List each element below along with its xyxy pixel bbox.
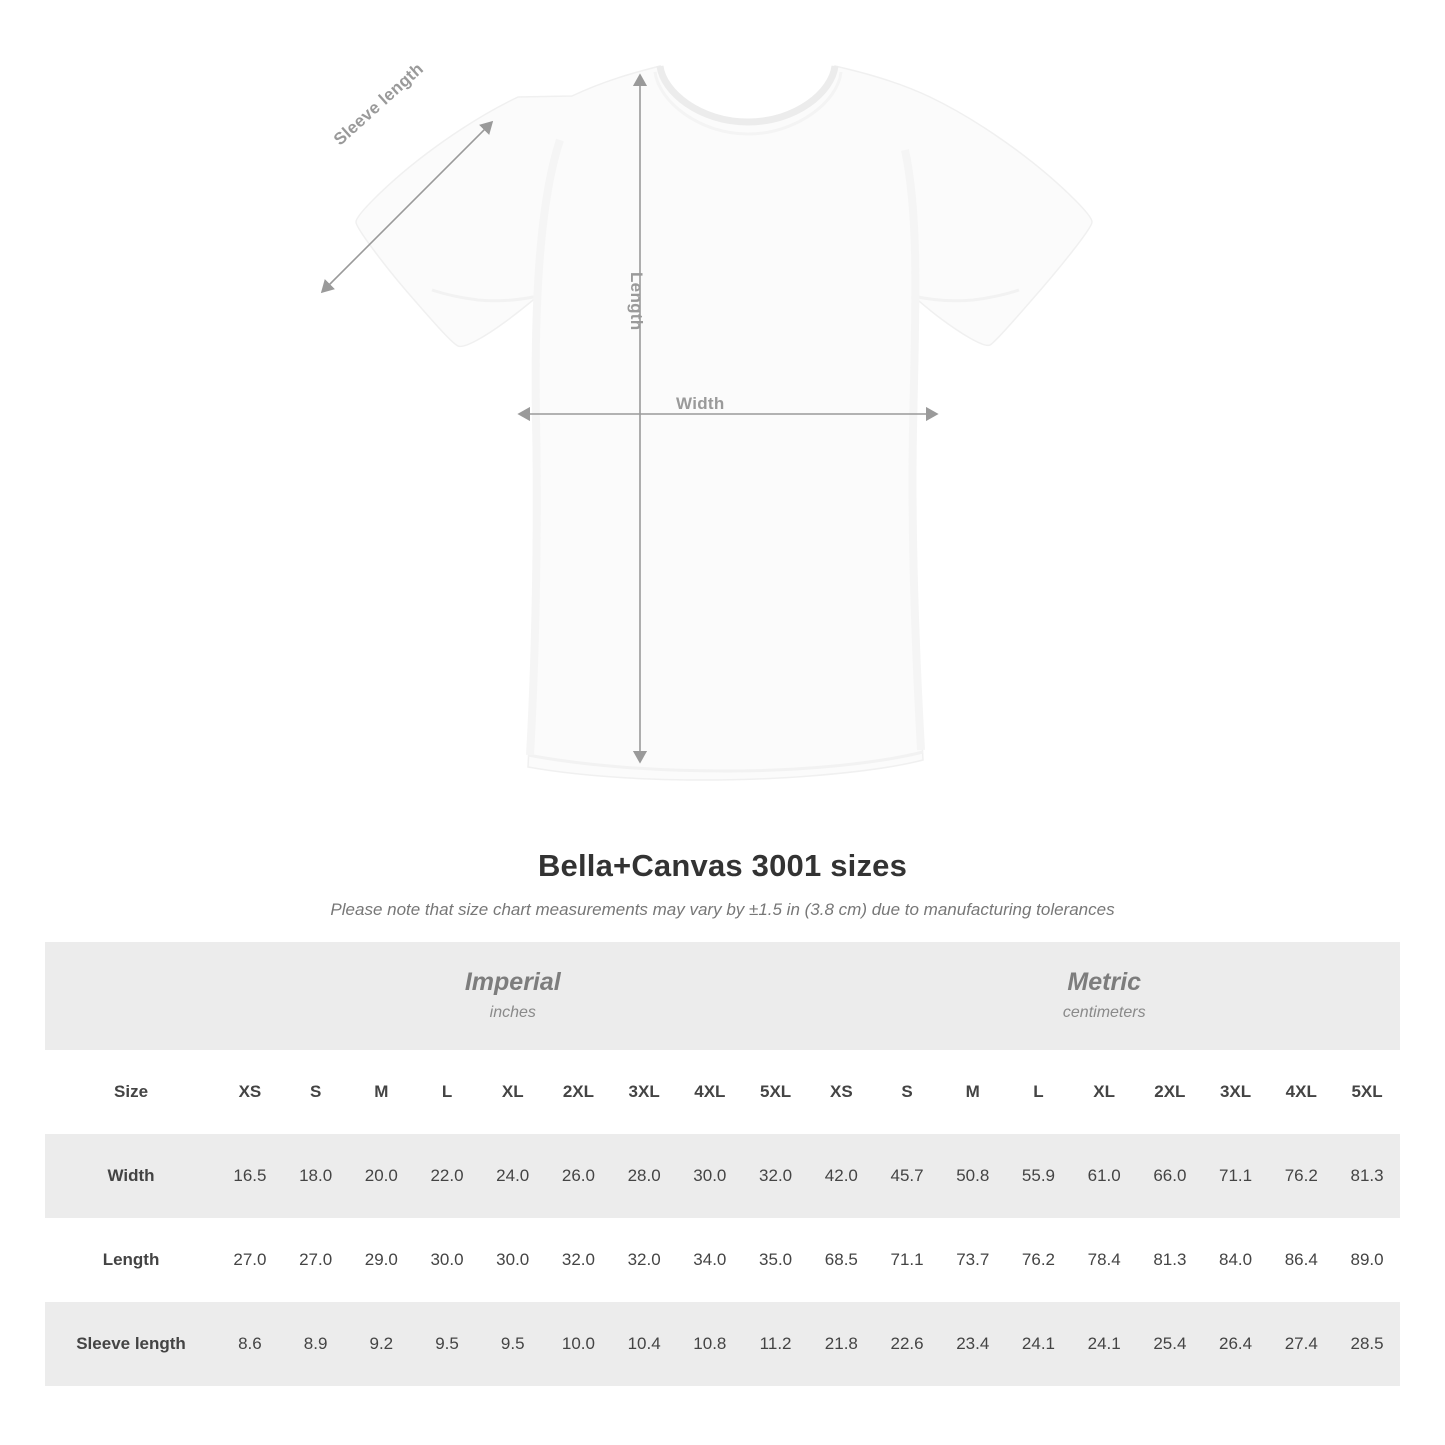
size-header-cell: XL: [480, 1050, 546, 1134]
table-cell: 28.0: [611, 1134, 677, 1218]
table-cell: 89.0: [1334, 1218, 1400, 1302]
row-label: Sleeve length: [45, 1302, 217, 1386]
unit-group-imperial-sub: inches: [489, 1004, 536, 1022]
table-cell: 76.2: [1006, 1218, 1072, 1302]
table-cell: 71.1: [1203, 1134, 1269, 1218]
size-table: [45, 942, 1400, 1386]
table-cell: 32.0: [743, 1134, 809, 1218]
unit-header-row: [45, 942, 1400, 1050]
table-cell: 66.0: [1137, 1134, 1203, 1218]
table-cell: 22.0: [414, 1134, 480, 1218]
size-header-cell: 2XL: [1137, 1050, 1203, 1134]
size-header-cell: S: [283, 1050, 349, 1134]
table-cell: 61.0: [1071, 1134, 1137, 1218]
unit-group-metric-sub: centimeters: [1062, 1004, 1146, 1022]
unit-group-metric-name: Metric: [1067, 968, 1142, 997]
table-row: [45, 1134, 1400, 1218]
table-cell: 71.1: [874, 1218, 940, 1302]
table-cell: 35.0: [743, 1218, 809, 1302]
table-cell: 84.0: [1203, 1218, 1269, 1302]
table-cell: 20.0: [348, 1134, 414, 1218]
table-cell: 32.0: [546, 1218, 612, 1302]
size-header-cell: L: [1006, 1050, 1072, 1134]
unit-group-imperial-name: Imperial: [464, 968, 561, 997]
table-cell: 45.7: [874, 1134, 940, 1218]
unit-group-imperial: [217, 942, 808, 1050]
table-cell: 24.0: [480, 1134, 546, 1218]
table-cell: 81.3: [1334, 1134, 1400, 1218]
table-cell: 28.5: [1334, 1302, 1400, 1386]
table-cell: 30.0: [677, 1134, 743, 1218]
size-header-cell: 3XL: [1203, 1050, 1269, 1134]
table-cell: 68.5: [809, 1218, 875, 1302]
size-header-cell: 5XL: [1334, 1050, 1400, 1134]
size-header-cell: 4XL: [1268, 1050, 1334, 1134]
row-label: Length: [45, 1218, 217, 1302]
size-header-cell: L: [414, 1050, 480, 1134]
size-header-cell: XS: [809, 1050, 875, 1134]
tolerance-note: Please note that size chart measurements may vary by ±1.5 in (3.8 cm) due to manufacturing tolerances: [330, 900, 1115, 919]
row-label: Width: [45, 1134, 217, 1218]
table-cell: 32.0: [611, 1218, 677, 1302]
table-cell: 78.4: [1071, 1218, 1137, 1302]
size-header-cell: XS: [217, 1050, 283, 1134]
length-label: Length: [627, 272, 646, 331]
title-block: [0, 848, 1445, 920]
size-header-cell: 5XL: [743, 1050, 809, 1134]
tshirt-shape: [356, 66, 1092, 780]
size-table-wrap: [45, 942, 1400, 1386]
table-cell: 30.0: [480, 1218, 546, 1302]
table-cell: 76.2: [1268, 1134, 1334, 1218]
table-cell: 50.8: [940, 1134, 1006, 1218]
table-cell: 9.5: [480, 1302, 546, 1386]
table-cell: 21.8: [809, 1302, 875, 1386]
table-cell: 8.6: [217, 1302, 283, 1386]
table-cell: 73.7: [940, 1218, 1006, 1302]
table-cell: 27.0: [283, 1218, 349, 1302]
table-cell: 9.2: [348, 1302, 414, 1386]
table-cell: 27.4: [1268, 1302, 1334, 1386]
table-cell: 27.0: [217, 1218, 283, 1302]
table-cell: 23.4: [940, 1302, 1006, 1386]
size-header-cell: 3XL: [611, 1050, 677, 1134]
table-cell: 26.0: [546, 1134, 612, 1218]
table-row: [45, 1218, 1400, 1302]
page-title: Bella+Canvas 3001 sizes: [537, 848, 908, 883]
size-header-cell: XL: [1071, 1050, 1137, 1134]
table-cell: 86.4: [1268, 1218, 1334, 1302]
table-cell: 42.0: [809, 1134, 875, 1218]
table-cell: 55.9: [1006, 1134, 1072, 1218]
table-cell: 30.0: [414, 1218, 480, 1302]
size-header-row: [45, 1050, 1400, 1134]
table-cell: 10.0: [546, 1302, 612, 1386]
sleeve-length-label: Sleeve length: [330, 59, 428, 150]
unit-spacer-cell: [45, 942, 217, 1050]
table-cell: 11.2: [743, 1302, 809, 1386]
table-cell: 10.4: [611, 1302, 677, 1386]
table-cell: 81.3: [1137, 1218, 1203, 1302]
size-header-cell: 4XL: [677, 1050, 743, 1134]
table-cell: 9.5: [414, 1302, 480, 1386]
table-cell: 10.8: [677, 1302, 743, 1386]
table-cell: 29.0: [348, 1218, 414, 1302]
size-header-label: Size: [45, 1050, 217, 1134]
table-cell: 8.9: [283, 1302, 349, 1386]
table-cell: 25.4: [1137, 1302, 1203, 1386]
table-cell: 18.0: [283, 1134, 349, 1218]
unit-group-metric: [809, 942, 1401, 1050]
table-row: [45, 1302, 1400, 1386]
size-header-cell: 2XL: [546, 1050, 612, 1134]
table-cell: 26.4: [1203, 1302, 1269, 1386]
size-header-cell: M: [940, 1050, 1006, 1134]
width-label: Width: [676, 394, 725, 413]
table-cell: 24.1: [1071, 1302, 1137, 1386]
size-header-cell: S: [874, 1050, 940, 1134]
table-cell: 24.1: [1006, 1302, 1072, 1386]
size-header-cell: M: [348, 1050, 414, 1134]
table-cell: 34.0: [677, 1218, 743, 1302]
table-cell: 16.5: [217, 1134, 283, 1218]
table-cell: 22.6: [874, 1302, 940, 1386]
